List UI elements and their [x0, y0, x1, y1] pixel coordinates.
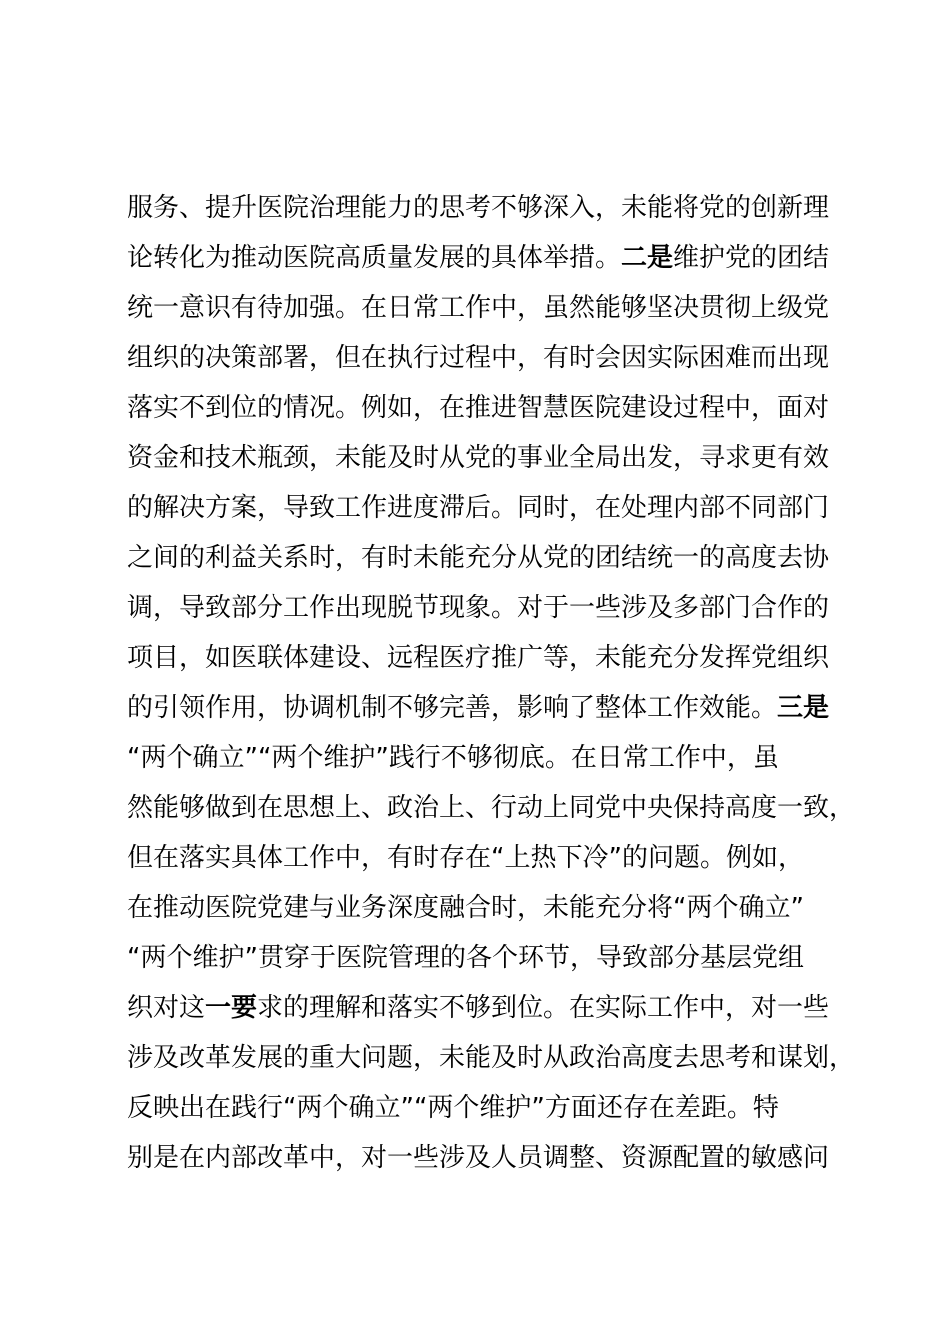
text-line: [127, 533, 837, 583]
line-text: 但在落实具体工作中，有时存在“上热下冷”的问题。例如，: [127, 843, 804, 873]
line-text: 论转化为推动医院高质量发展的具体举措。: [127, 243, 622, 273]
line-text: “两个维护”贯穿于医院管理的各个环节，导致部分基层党组: [127, 943, 804, 973]
line-text: 涉及改革发展的重大问题，未能及时从政治高度去思考和谋划，: [127, 1043, 856, 1073]
text-line: [127, 283, 837, 333]
text-line: [127, 1133, 837, 1183]
line-text: 项目，如医联体建设、远程医疗推广等，未能充分发挥党组织: [127, 643, 830, 673]
line-text: 的解决方案，导致工作进度滞后。同时，在处理内部不同部门: [127, 493, 830, 523]
text-line: [127, 833, 837, 883]
text-line: [127, 783, 856, 833]
emphasis-text: 一要: [205, 993, 258, 1023]
text-line: [127, 633, 837, 683]
line-text: 服务、提升医院治理能力的思考不够深入，未能将党的创新理: [127, 193, 830, 223]
text-line: [127, 333, 837, 383]
text-line: [127, 233, 837, 283]
text-line: [127, 1083, 837, 1133]
line-text: 落实不到位的情况。例如，在推进智慧医院建设过程中，面对: [127, 393, 830, 423]
text-line: [127, 433, 837, 483]
text-line: [127, 933, 837, 983]
line-text: 求的理解和落实不够到位。在实际工作中，对一些: [257, 993, 830, 1023]
emphasis-text: 三是: [777, 693, 830, 723]
line-text: 组织的决策部署，但在执行过程中，有时会因实际困难而出现: [127, 343, 830, 373]
line-text: 的引领作用，协调机制不够完善，影响了整体工作效能。: [127, 693, 778, 723]
line-text: 维护党的团结: [673, 243, 830, 273]
line-text: 织对这: [127, 993, 206, 1023]
line-text: 资金和技术瓶颈，未能及时从党的事业全局出发，寻求更有效: [127, 443, 830, 473]
line-text: 之间的利益关系时，有时未能充分从党的团结统一的高度去协: [127, 543, 830, 573]
line-text: 然能够做到在思想上、政治上、行动上同党中央保持高度一致，: [127, 793, 856, 823]
text-line: [127, 733, 837, 783]
text-line: [127, 383, 837, 433]
text-line: [127, 883, 837, 933]
line-text: “两个确立”“两个维护”践行不够彻底。在日常工作中，虽: [127, 743, 779, 773]
line-text: 别是在内部改革中，对一些涉及人员调整、资源配置的敏感问: [127, 1143, 830, 1173]
text-line: [127, 683, 837, 733]
text-line: [127, 583, 837, 633]
text-line: [127, 1033, 856, 1083]
line-text: 在推动医院党建与业务深度融合时，未能充分将“两个确立”: [127, 893, 804, 923]
text-line: [127, 483, 837, 533]
line-text: 调，导致部分工作出现脱节现象。对于一些涉及多部门合作的: [127, 593, 830, 623]
line-text: 反映出在践行“两个确立”“两个维护”方面还存在差距。特: [127, 1093, 779, 1123]
text-line: [127, 183, 837, 233]
line-text: 统一意识有待加强。在日常工作中，虽然能够坚决贯彻上级党: [127, 293, 830, 323]
body-text: [127, 183, 856, 1183]
text-line: [127, 983, 837, 1033]
emphasis-text: 二是: [621, 243, 674, 273]
